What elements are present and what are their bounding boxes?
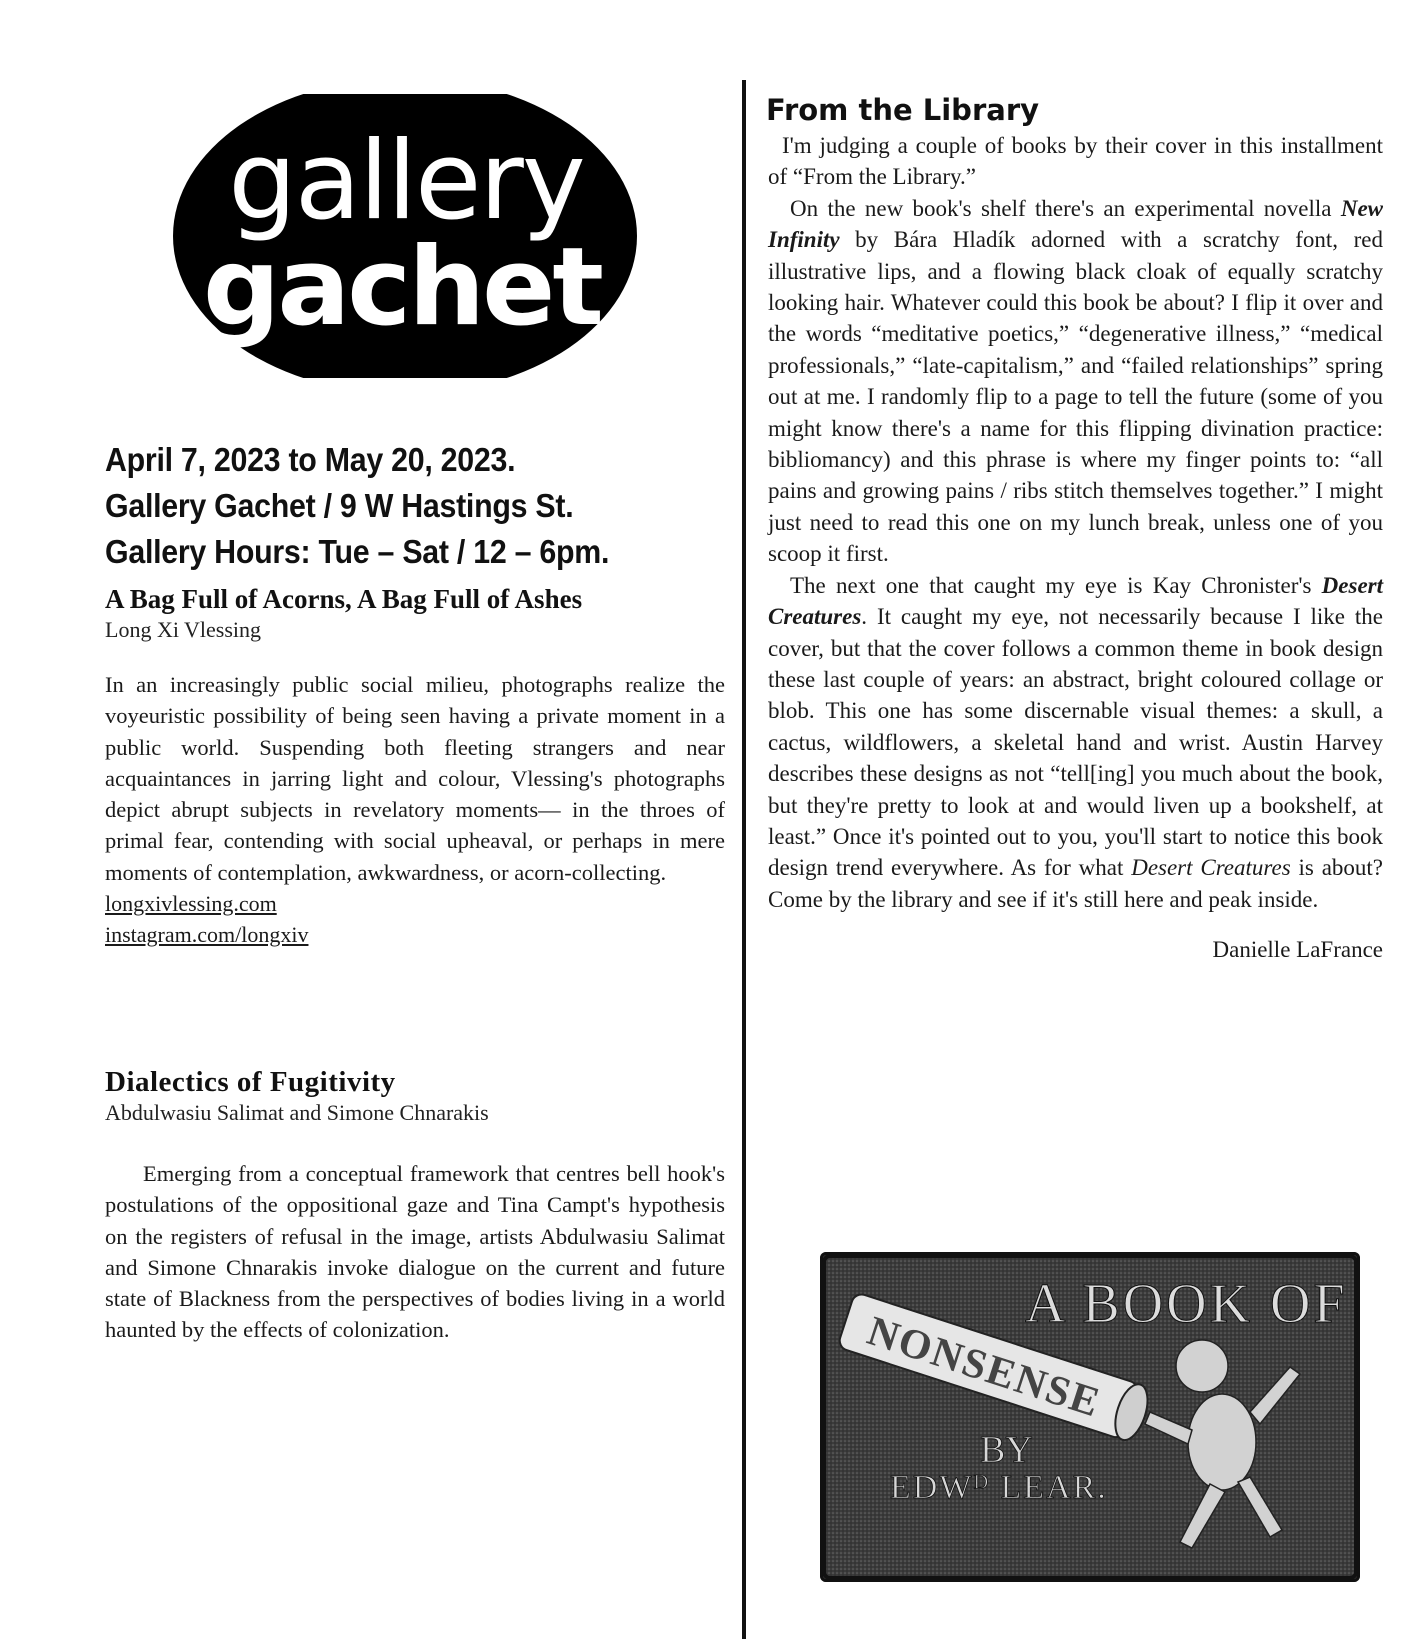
event-info (105, 437, 745, 575)
artist-instagram-link[interactable]: instagram.com/longxiv (105, 922, 309, 948)
gallery-gachet-logo (170, 86, 640, 386)
logo-line-2: gachet (203, 225, 601, 350)
column-divider (742, 80, 746, 1639)
event-location: Gallery Gachet / 9 W Hastings St. (105, 487, 574, 524)
show-description: In an increasingly public social milieu, photographs realize the voyeuristic possibility of being seen having a private moment in a public world. Suspending both fleeting strangers and near acquaintances in jarring light and colour, Vlessing's photographs depict abrupt subjects in revelatory moments— in the throes of primal fear, contending with social upheaval, or perhaps in mere moments of contemplation, awkwardness, or acorn-collecting. (105, 672, 725, 885)
show-artist: Long Xi Vlessing (105, 617, 262, 642)
artist-website-link[interactable]: longxivlessing.com (105, 891, 277, 917)
book-title-new-infinity: New Infinity (768, 195, 1383, 253)
library-heading: From the Library (766, 93, 1040, 127)
library-paragraph-3: The next one that caught my eye is Kay Chronister's Desert Creatures. It caught my eye, not necessarily because I like the cover, but that the cover follows a common theme in book design these last couple of years: an abstract, bright coloured collage or blob. This one has some discernable visual themes: a skull, a cactus, wildflowers, a skeletal hand and wrist. Austin Harvey describes these designs as not “tell[ing] you much about the book, but they're pretty to look at and would liven up a bookshelf, at least.” Once it's pointed out to you, you'll start to notice this book design trend everywhere. As for what Desert Creatures is about? Come by the library and see if it's still here and peak inside. (768, 572, 1384, 912)
show-title: A Bag Full of Acorns, A Bag Full of Ashes (105, 584, 583, 614)
logo-line-1: gallery (228, 119, 584, 244)
book-title-desert-creatures-2: Desert Creatures (1131, 855, 1291, 881)
show-description: Emerging from a conceptual framework that centres bell hook's postulations of the oppositional gaze and Tina Campt's hypothesis on the registers of refusal in the image, artists Abdulwasiu Salimat and Simone Chnarakis invoke dialogue on the current and future state of Blackness from the perspectives of bodies living in a world haunted by the effects of colonization. (105, 1161, 725, 1343)
book-cover-title: A BOOK OF (1025, 1273, 1348, 1335)
book-cover-image (820, 1252, 1360, 1582)
show-title: Dialectics of Fugitivity (105, 1066, 396, 1098)
event-hours: Gallery Hours: Tue – Sat / 12 – 6pm. (105, 533, 610, 570)
author-byline: Danielle LaFrance (1212, 937, 1383, 963)
event-dates: April 7, 2023 to May 20, 2023. (105, 441, 516, 478)
library-column (768, 90, 1383, 965)
book-title-desert-creatures: Desert Creatures (768, 572, 1383, 630)
book-cover-author: EDWᴰ LEAR. (890, 1469, 1108, 1506)
show-2 (105, 1066, 725, 1346)
show-1 (105, 583, 725, 950)
book-cover-banner-text: NONSENSE (861, 1308, 1107, 1427)
library-paragraph-2: On the new book's shelf there's an experimental novella New Infinity by Bára Hladík adorned with a scratchy font, red illustrative lips, and a flowing black cloak of equally scratchy looking hair. Whatever could this book be about? I flip it over and the words “meditative poetics,” “degenerative illness,” “medical professionals,” “late-capitalism,” and “failed relationships” spring out at me. I randomly flip to a page to tell the future (some of you might know there's a name for this flipping divination practice: bibliomancy) and this phrase is where my finger points to: “all pains and growing pains / ribs stitch themselves together.” I might just need to read this one on my lunch break, unless one of you scoop it first. (768, 195, 1383, 567)
book-cover-by: BY (980, 1429, 1033, 1471)
library-paragraph-1: I'm judging a couple of books by their cover in this installment of “From the Library.” (768, 133, 1383, 190)
show-artist: Abdulwasiu Salimat and Simone Chnarakis (105, 1100, 489, 1125)
